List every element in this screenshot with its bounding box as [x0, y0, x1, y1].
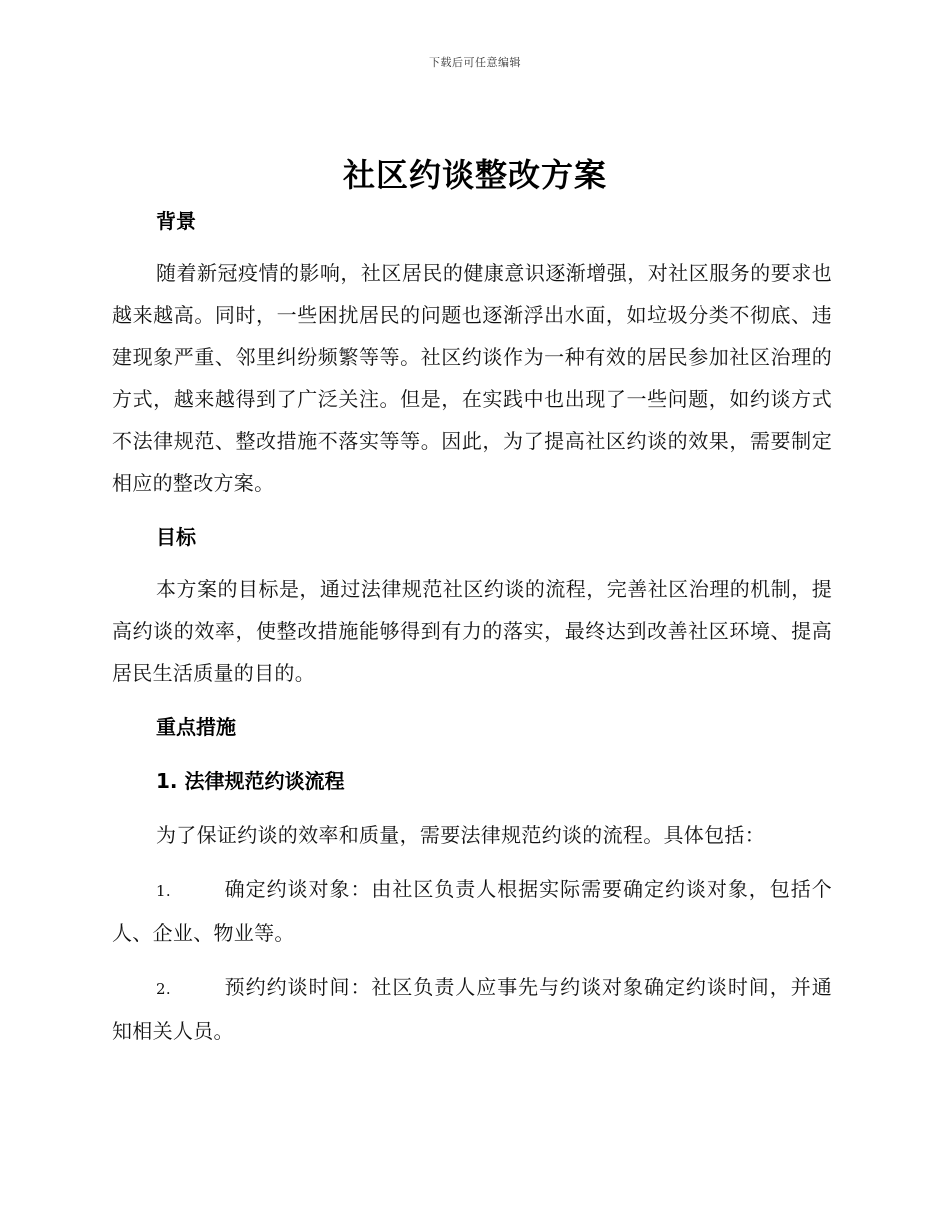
background-paragraph: 随着新冠疫情的影响，社区居民的健康意识逐渐增强，对社区服务的要求也越来越高。同时，一些困扰居民的问题也逐渐浮出水面，如垃圾分类不彻底、违建现象严重、邻里纠纷频繁等等。社区约谈作为一种有效的居民参加社区治理的方式，越来越得到了广泛关注。但是，在实践中也出现了一些问题，如约谈方式不法律规范、整改措施不落实等等。因此，为了提高社区约谈的效果，需要制定相应的整改方案。 [112, 261, 832, 495]
list-item-text: 确定约谈对象：由社区负责人根据实际需要确定约谈对象，包括个人、企业、物业等。 [112, 877, 832, 945]
subsection-heading-process: 1. 法律规范约谈流程 [156, 769, 345, 793]
list-item-number: 2. [156, 980, 171, 998]
section-heading-measures: 重点措施 [156, 715, 236, 739]
section-heading-goal: 目标 [156, 525, 196, 549]
list-item [112, 868, 832, 954]
section-heading-background: 背景 [156, 209, 196, 233]
list-item [112, 966, 832, 1052]
document-title: 社区约谈整改方案 [342, 156, 607, 194]
goal-paragraph: 本方案的目标是，通过法律规范社区约谈的流程，完善社区治理的机制，提高约谈的效率，使整改措施能够得到有力的落实，最终达到改善社区环境、提高居民生活质量的目的。 [112, 577, 832, 685]
list-item-text: 预约约谈时间：社区负责人应事先与约谈对象确定约谈时间，并通知相关人员。 [112, 975, 832, 1043]
list-item-number: 1. [156, 882, 171, 900]
document-body [112, 200, 832, 1052]
measures-intro-paragraph: 为了保证约谈的效率和质量，需要法律规范约谈的流程。具体包括： [156, 823, 765, 847]
header-note: 下载后可任意编辑 [429, 56, 521, 69]
